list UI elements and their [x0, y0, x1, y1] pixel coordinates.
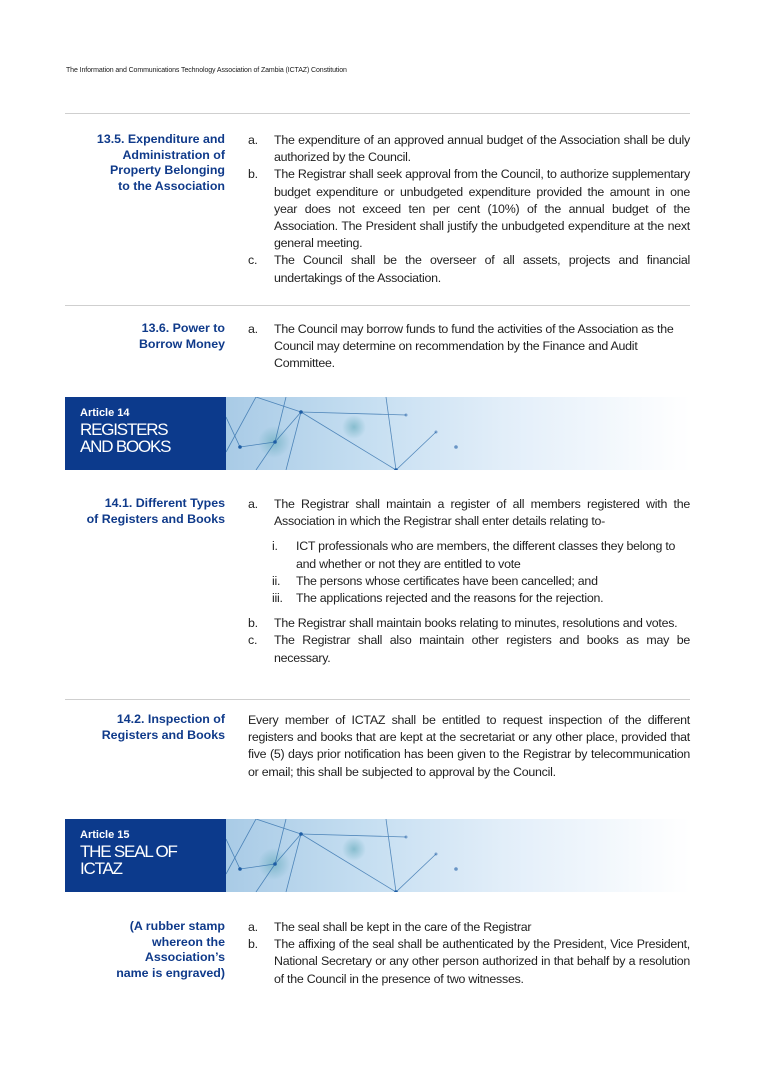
sub-list-item: [248, 590, 690, 607]
section-13-5: [65, 132, 690, 292]
divider: [65, 113, 690, 114]
section-heading: [65, 321, 225, 352]
banner-title-block: [65, 397, 226, 470]
article-number: Article 14: [80, 407, 130, 419]
article-banner-14: [65, 397, 690, 470]
heading-line: Registers and Books: [101, 727, 225, 742]
list-text: The expenditure of an approved annual budget of the Association shall be duly authorized by the Council.: [274, 133, 690, 165]
list-text: The Registrar shall also maintain other registers and books as may be necessary.: [274, 633, 690, 665]
list-marker: a.: [248, 133, 258, 147]
paragraph: Every member of ICTAZ shall be entitled to request inspection of the different registers and books that are kept at the secretariat or any other place, provided that five (5) days prior notification has been given to the Registrar by telecommunication or email; this shall be subjected to approval by the Council.: [248, 713, 690, 779]
section-14-1: [65, 496, 690, 686]
title-line: ICTAZ: [80, 859, 122, 878]
heading-line: whereon the: [152, 934, 225, 949]
list-marker: i.: [272, 539, 278, 554]
list-marker: b.: [248, 167, 258, 182]
section-14-2: [65, 712, 690, 802]
section-body: [248, 321, 690, 373]
list-text: The Registrar shall maintain a register of all members registered with the Association in which the Registrar shall enter details relating to-: [274, 497, 690, 529]
heading-line: Administration of: [122, 147, 225, 162]
list-item: [248, 496, 690, 607]
article-number: Article 15: [80, 829, 130, 841]
list-marker: a.: [248, 322, 258, 336]
list-text: The Council may borrow funds to fund the activities of the Association as the Council may determine on recommendation by the Finance and Audit Committee.: [274, 322, 674, 371]
section-heading: [65, 496, 225, 527]
heading-line: 13.6. Power to: [141, 321, 225, 335]
heading-line: name is engraved): [116, 965, 225, 980]
network-lines-icon: [226, 819, 690, 892]
heading-line: Property Belonging: [110, 163, 225, 178]
list-text: The persons whose certificates have been cancelled; and: [296, 573, 598, 588]
article-title: [80, 421, 170, 455]
section-heading: [65, 712, 225, 743]
title-line: AND BOOKS: [80, 437, 171, 456]
section-body: [248, 496, 690, 667]
list-marker: c.: [248, 253, 258, 268]
list-text: The affixing of the seal shall be authenticated by the President, Vice President, National Secretary or any other person authorized in that behalf by a resolution of the Council in the presence of two witnesses.: [274, 937, 690, 986]
banner-title-block: [65, 819, 226, 892]
network-lines-icon: [226, 397, 690, 470]
network-graphic: [226, 397, 690, 470]
title-line: THE SEAL OF: [80, 842, 177, 861]
heading-line: Association’s: [144, 950, 225, 965]
article-banner-15: [65, 819, 690, 892]
list-item: [248, 132, 690, 166]
list-item: [248, 632, 690, 666]
heading-line: of Registers and Books: [86, 511, 225, 526]
divider: [65, 305, 690, 306]
list-text: The seal shall be kept in the care of the Registrar: [274, 920, 532, 934]
heading-line: 13.5. Expenditure and: [96, 132, 225, 146]
title-line: REGISTERS: [80, 420, 168, 439]
list-marker: b.: [248, 616, 258, 631]
list-item: [248, 321, 690, 373]
section-15: [65, 919, 690, 999]
section-13-6: [65, 321, 690, 381]
section-body: [248, 712, 690, 781]
list-text: ICT professionals who are members, the different classes they belong to and whether or not they are entitled to vote: [296, 539, 676, 571]
list-item: [248, 615, 690, 632]
list-item: [248, 919, 690, 936]
heading-line: (A rubber stamp: [129, 919, 225, 933]
heading-line: 14.2. Inspection of: [116, 712, 225, 726]
list-marker: c.: [248, 633, 258, 648]
sub-list-item: [248, 538, 690, 572]
heading-line: Borrow Money: [138, 336, 225, 351]
list-marker: b.: [248, 937, 258, 952]
list-marker: a.: [248, 920, 258, 934]
section-heading: [65, 132, 225, 194]
list-text: The Council shall be the overseer of all assets, projects and financial undertakings of the Association.: [274, 253, 690, 285]
list-marker: iii.: [272, 591, 283, 606]
article-title: [80, 843, 177, 877]
list-text: The Registrar shall maintain books relating to minutes, resolutions and votes.: [274, 616, 678, 631]
list-item: [248, 936, 690, 988]
network-graphic: [226, 819, 690, 892]
section-heading: [65, 919, 225, 981]
heading-line: 14.1. Different Types: [104, 496, 225, 510]
heading-line: to the Association: [118, 178, 225, 193]
list-item: [248, 252, 690, 286]
divider: [65, 699, 690, 700]
sub-list-item: [248, 573, 690, 590]
list-text: The applications rejected and the reasons for the rejection.: [296, 591, 604, 606]
running-header: The Information and Communications Technology Association of Zambia (ICTAZ) Constitution: [66, 67, 347, 74]
list-text: The Registrar shall seek approval from the Council, to authorize supplementary budget expenditure or unbudgeted expenditure provided the amount in one year does not exceed ten per cent (10%) of the annual budget of the Association. The President shall justify the unbudgeted expenditure at the next general meeting.: [274, 167, 690, 251]
section-body: [248, 132, 690, 287]
list-marker: ii.: [272, 573, 281, 588]
list-item: [248, 166, 690, 252]
section-body: [248, 919, 690, 988]
list-marker: a.: [248, 497, 258, 511]
